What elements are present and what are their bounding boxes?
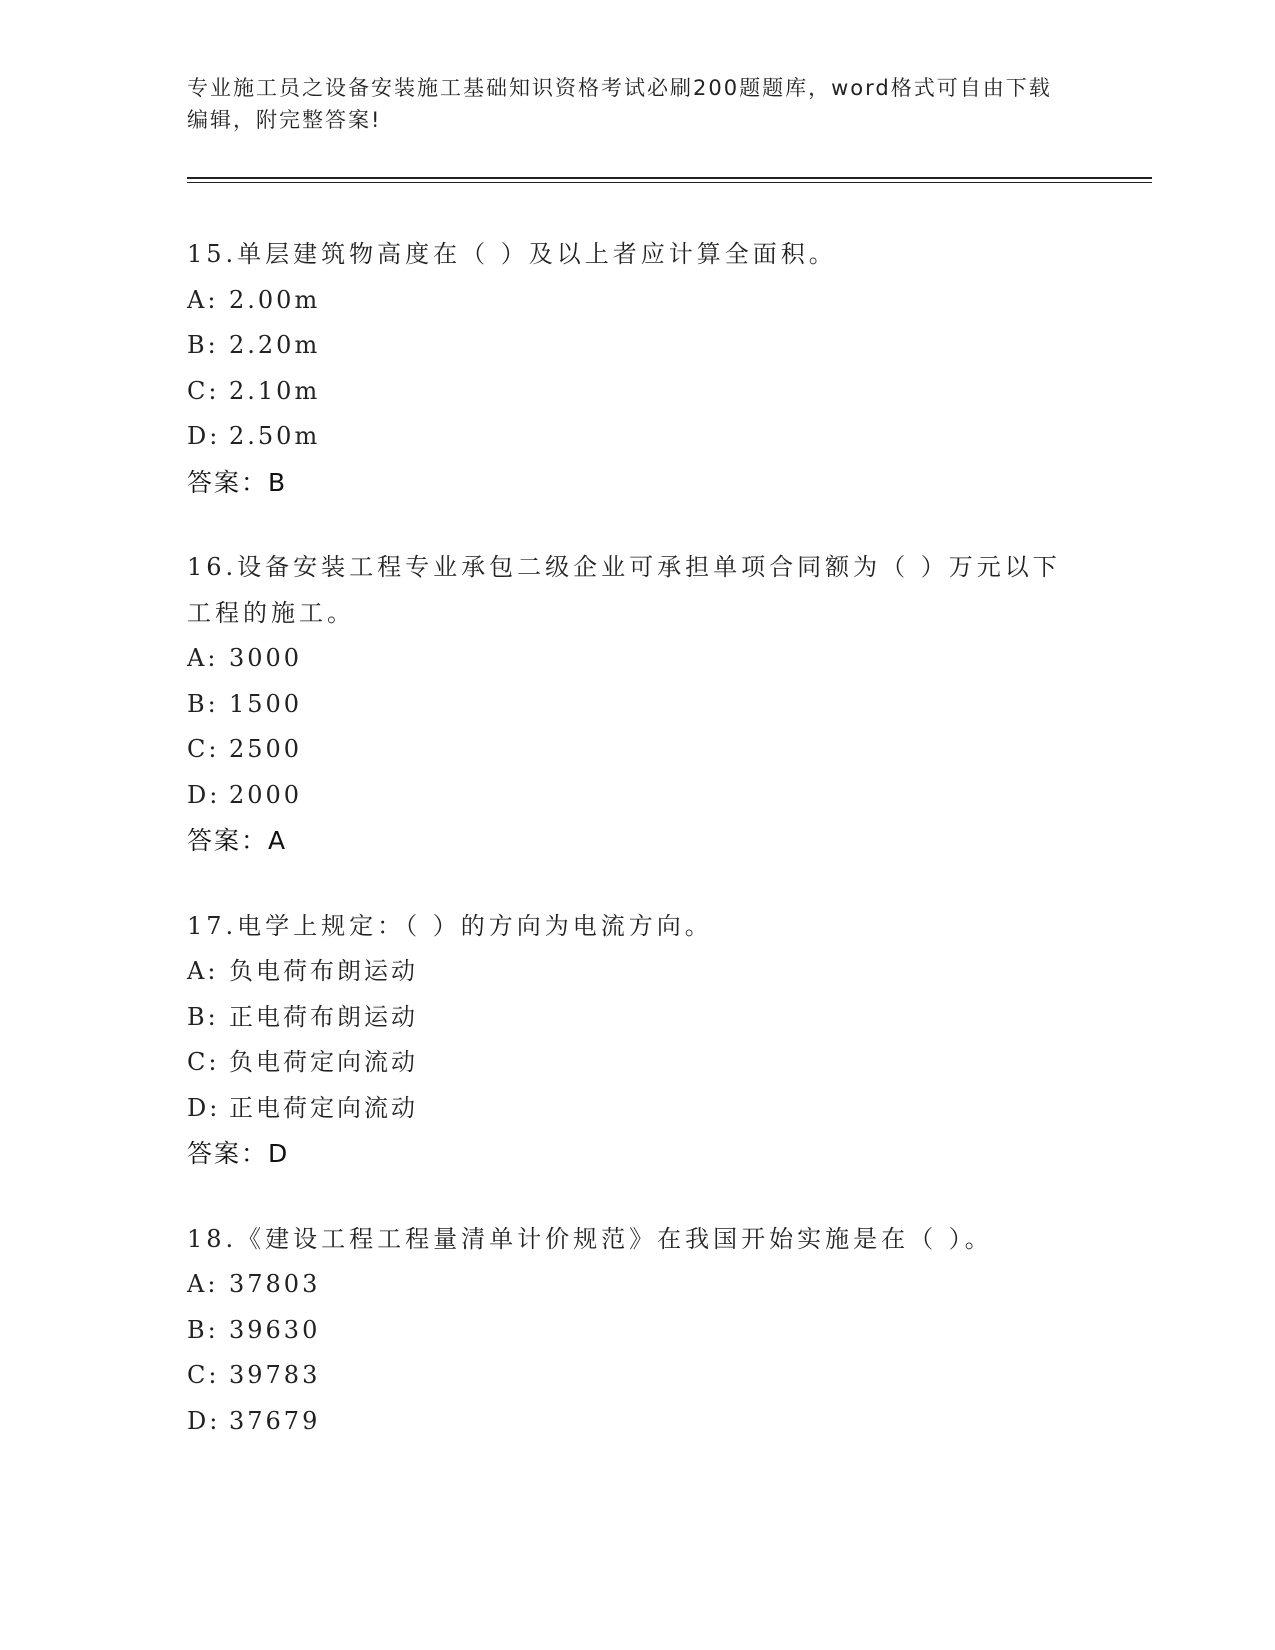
option-text: 正电荷布朗运动 <box>229 1002 418 1031</box>
answer-line <box>187 1131 1087 1177</box>
option-text: 39630 <box>229 1315 321 1344</box>
option-text: 2.20m <box>229 331 321 359</box>
option-text: 负电荷定向流动 <box>229 1048 418 1076</box>
answer-value: A <box>268 826 288 855</box>
question-list <box>187 232 1087 1484</box>
option-text: 37679 <box>229 1406 321 1435</box>
question-stem: 18.《建设工程工程量清单计价规范》在我国开始实施是在（ ）。 <box>187 1224 993 1253</box>
document-header: 专业施工员之设备安装施工基础知识资格考试必刷200题题库，word格式可自由下载编辑，附完整答案! <box>187 76 1052 132</box>
option-key: C: <box>187 376 220 405</box>
option-key: B: <box>187 1002 219 1031</box>
header-divider-thin <box>187 182 1152 183</box>
option-text: 负电荷布朗运动 <box>229 957 418 985</box>
option-key: C: <box>187 1361 220 1389</box>
question-17 <box>187 904 1087 1177</box>
header-divider-thick <box>187 177 1152 179</box>
option-text: 2.10m <box>229 376 321 405</box>
option-text: 2.50m <box>229 422 321 450</box>
option-key: D: <box>187 1093 221 1122</box>
option-key: A: <box>187 957 219 985</box>
option-key: D: <box>187 422 221 450</box>
answer-label: 答案： <box>187 826 269 855</box>
option-a <box>187 949 1087 995</box>
option-b <box>187 682 1087 728</box>
answer-line <box>187 460 1087 506</box>
option-key: D: <box>187 780 221 809</box>
option-key: C: <box>187 735 220 763</box>
option-c <box>187 727 1087 773</box>
question-stem: 16.设备安装工程专业承包二级企业可承担单项合同额为（ ）万元以下工程的施工。 <box>187 553 1061 627</box>
option-b <box>187 1308 1087 1354</box>
option-key: B: <box>187 1315 219 1344</box>
option-b <box>187 323 1087 369</box>
option-c <box>187 1353 1087 1399</box>
option-a <box>187 636 1087 682</box>
option-key: A: <box>187 644 219 672</box>
option-key: B: <box>187 331 219 359</box>
option-text: 39783 <box>229 1361 321 1389</box>
option-d <box>187 1086 1087 1132</box>
answer-label: 答案： <box>187 467 269 497</box>
option-b <box>187 995 1087 1041</box>
option-key: D: <box>187 1406 221 1435</box>
answer-line <box>187 818 1087 864</box>
question-15 <box>187 232 1087 505</box>
option-d <box>187 773 1087 819</box>
answer-label: 答案： <box>187 1139 269 1168</box>
question-stem: 17.电学上规定：（ ）的方向为电流方向。 <box>187 911 713 940</box>
answer-value: D <box>268 1139 290 1168</box>
option-text: 37803 <box>229 1270 321 1298</box>
option-text: 3000 <box>229 644 303 672</box>
option-text: 2500 <box>229 735 303 763</box>
question-18 <box>187 1217 1087 1445</box>
option-key: B: <box>187 689 219 718</box>
option-key: A: <box>187 1270 219 1298</box>
option-key: A: <box>187 285 219 314</box>
option-text: 正电荷定向流动 <box>229 1093 418 1122</box>
option-key: C: <box>187 1048 220 1076</box>
question-16 <box>187 545 1087 864</box>
option-text: 2.00m <box>229 285 321 314</box>
option-a <box>187 278 1087 324</box>
option-text: 2000 <box>229 780 303 809</box>
question-stem: 15.单层建筑物高度在（ ）及以上者应计算全面积。 <box>187 240 837 268</box>
option-d <box>187 1399 1087 1445</box>
answer-value: B <box>268 467 288 497</box>
option-c <box>187 1040 1087 1086</box>
option-c <box>187 369 1087 415</box>
option-a <box>187 1262 1087 1308</box>
option-text: 1500 <box>229 689 303 718</box>
option-d <box>187 414 1087 460</box>
